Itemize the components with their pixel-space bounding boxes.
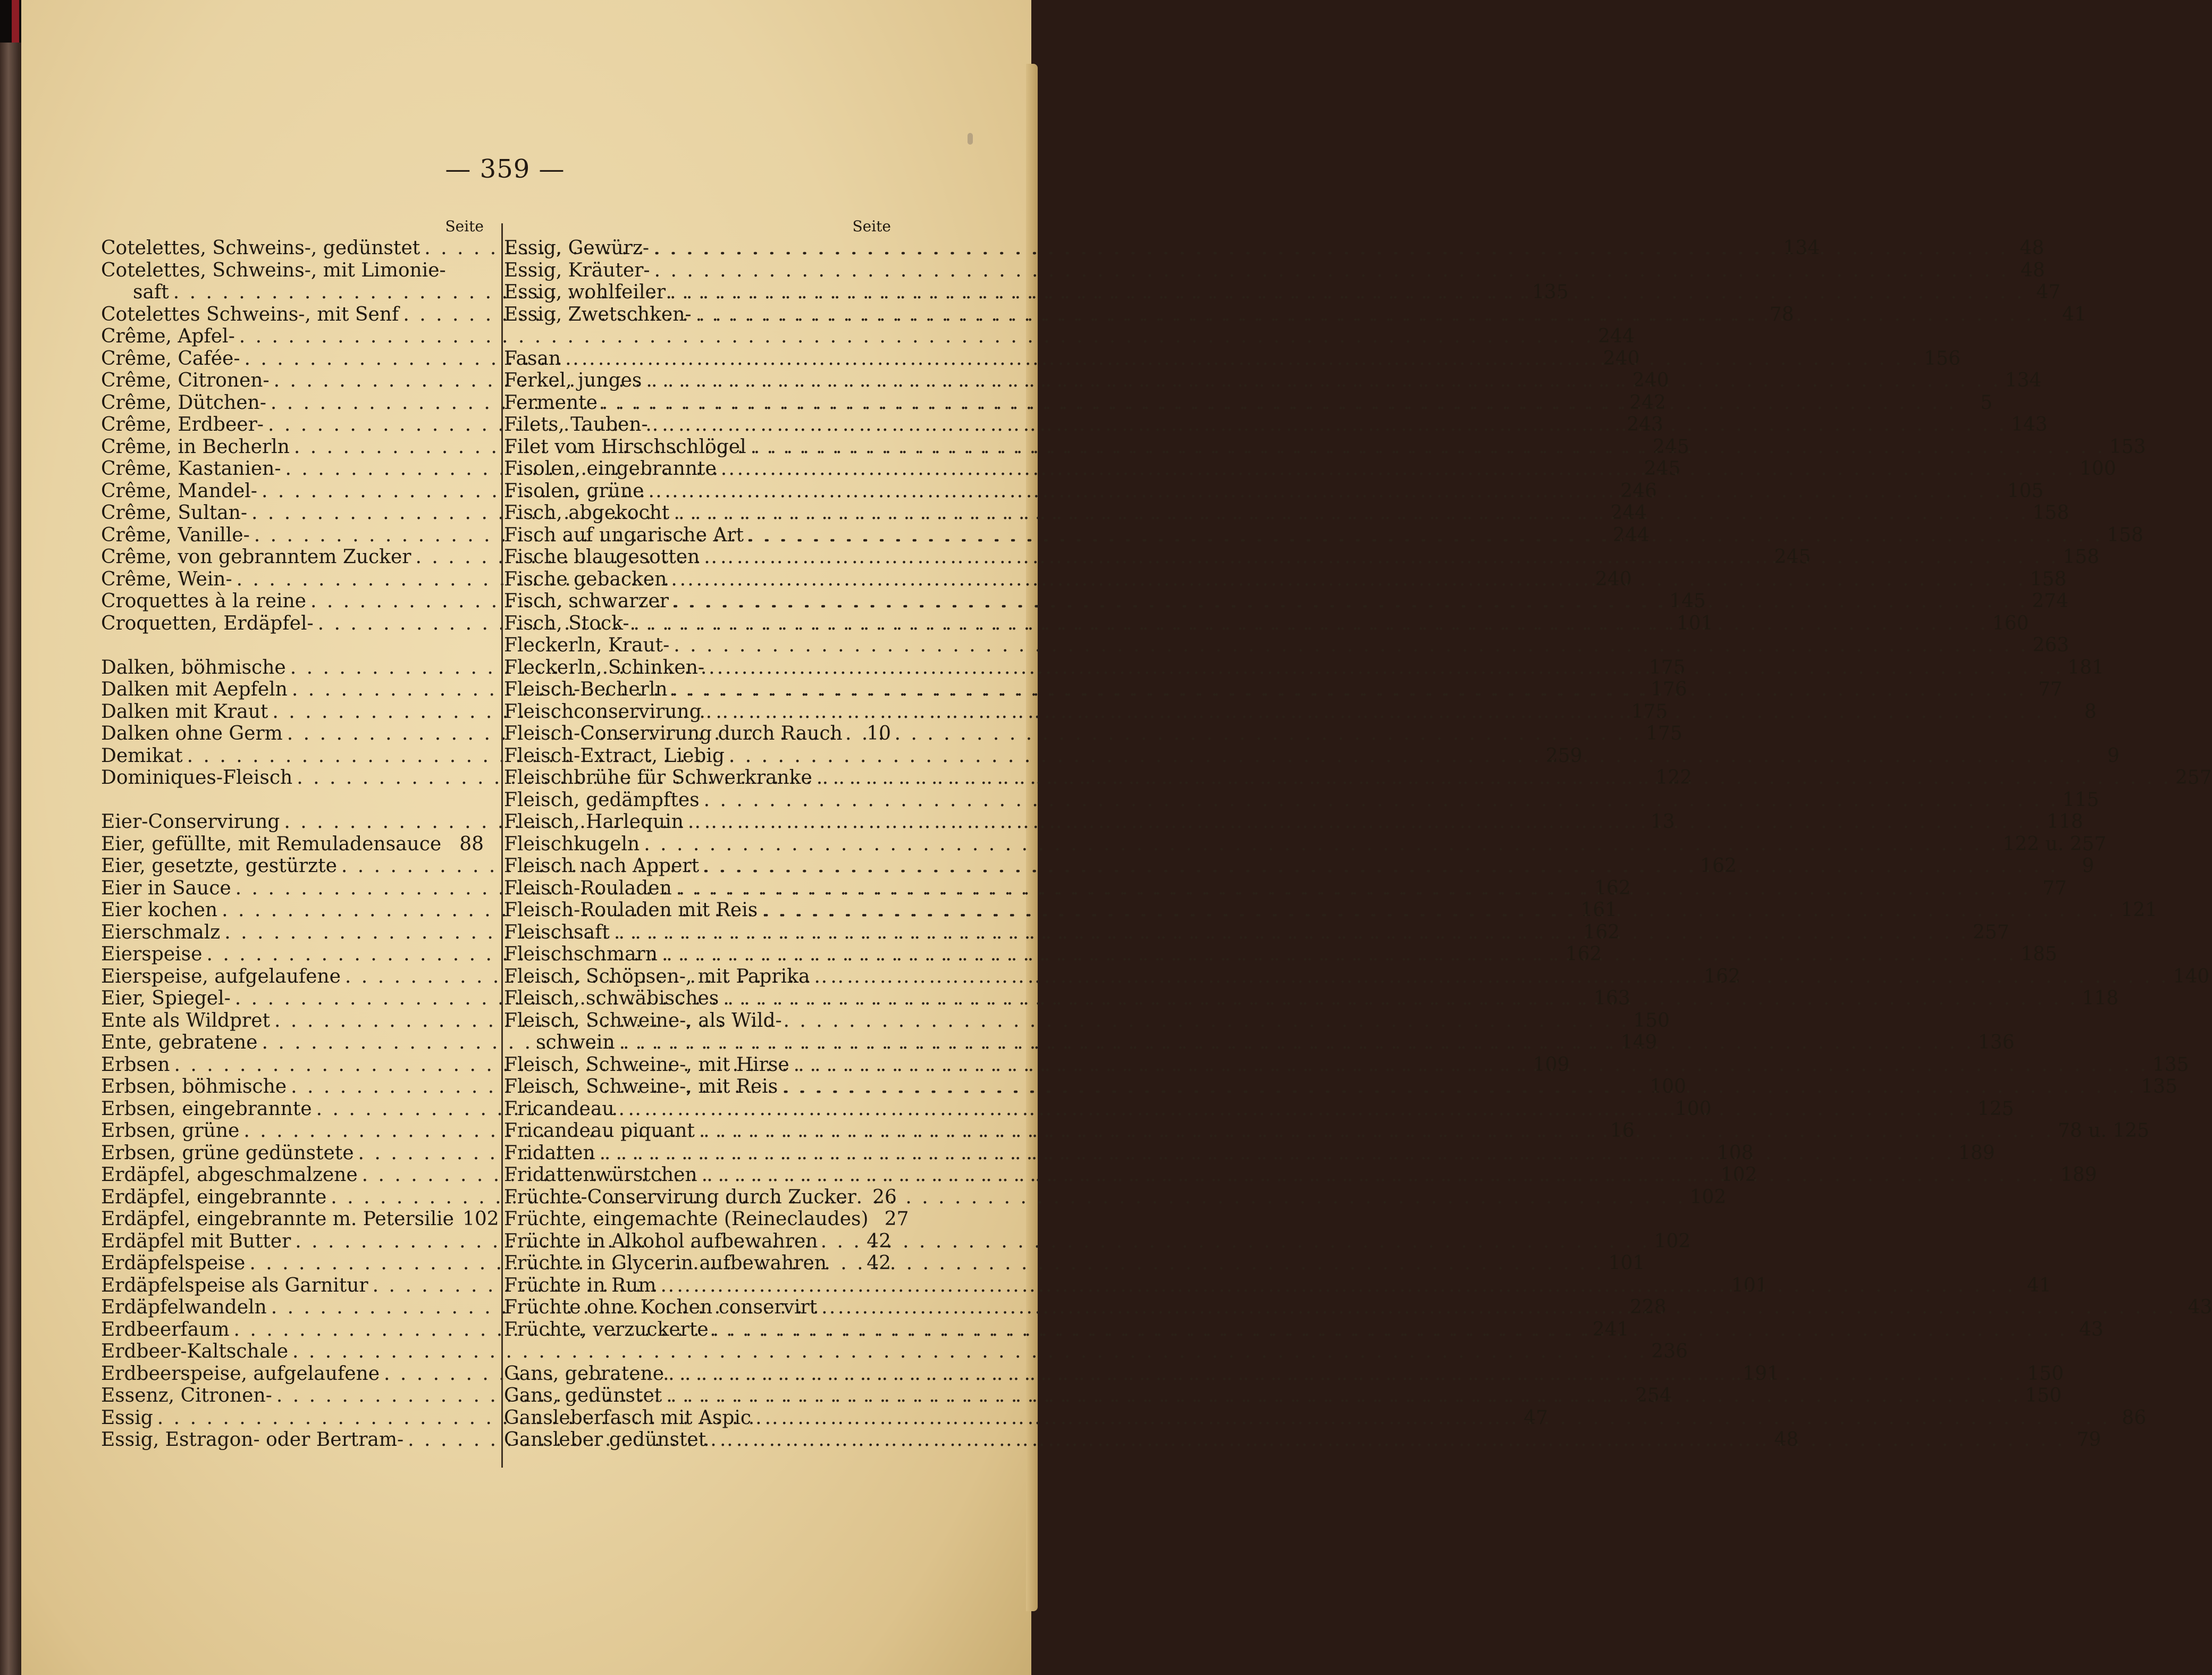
leader-dots xyxy=(758,899,2121,922)
leader-dots xyxy=(817,1296,2180,1319)
entry-label: Fisch, abgekocht xyxy=(504,502,670,524)
entry-label: Gans, gebratene xyxy=(504,1362,665,1385)
leader-dots xyxy=(629,613,1992,635)
leader-dots xyxy=(744,524,2107,547)
entry-page: 5 xyxy=(1980,391,1993,414)
entry-label: Croquettes à la reine xyxy=(101,590,306,612)
leader-dots xyxy=(746,436,2109,458)
leader-dots xyxy=(662,1385,2025,1407)
entry-label: Dominiques-Fleisch xyxy=(101,767,293,789)
entry-label: Dalken ohne Germ xyxy=(101,723,283,744)
entry-label: Früchte in Alkohol aufbewahren xyxy=(504,1230,818,1252)
section-gap xyxy=(504,1341,891,1363)
leader-dots xyxy=(667,568,2030,591)
entry-page: 78 u. 125 xyxy=(2058,1120,2150,1142)
book-binding-edge xyxy=(0,0,21,1675)
column-divider xyxy=(501,223,503,1468)
entry-label: Erdbeerfaum xyxy=(101,1318,230,1341)
entry-label: Filet vom Hirschschlögel xyxy=(504,436,746,458)
leader-dots xyxy=(668,679,2031,701)
entry-page: 101 xyxy=(1676,612,1713,634)
entry-page: 77 xyxy=(2038,679,2063,700)
entry-page: 43 xyxy=(2079,1318,2104,1341)
entry-page: 26 xyxy=(872,1186,897,1208)
entry-page: 86 xyxy=(2122,1406,2147,1429)
leader-dots xyxy=(615,1098,1978,1120)
entry-page: 8 xyxy=(2084,700,2097,723)
entry-label: Crême, Kastanien- xyxy=(101,458,281,480)
entry-page: 228 xyxy=(1629,1296,1667,1318)
entry-page: 163 xyxy=(1593,987,1630,1009)
entry-page: 244 xyxy=(1612,524,1650,546)
entry-label: Erdbeerspeise, aufgelaufene xyxy=(101,1362,380,1385)
leader-dots xyxy=(669,502,2032,524)
index-entry xyxy=(504,1010,891,1032)
entry-label: Cotelettes, Schweins-, mit Limonie- xyxy=(101,259,446,281)
leader-dots xyxy=(700,789,2063,811)
entry-page: 48 xyxy=(2020,237,2045,259)
entry-page: 156 xyxy=(1924,347,1961,370)
entry-label: Ente als Wildpret xyxy=(101,1009,271,1032)
leader-dots xyxy=(789,1054,2152,1076)
entry-page: 162 xyxy=(1594,877,1631,899)
entry-page: 257 xyxy=(2175,767,2212,789)
entry-label: Erdäpfelspeise xyxy=(101,1252,246,1274)
leader-dots xyxy=(699,855,2062,877)
entry-page: 175 xyxy=(1631,700,1668,723)
entry-page: 27 xyxy=(884,1208,909,1230)
entry-label: Croquetten, Erdäpfel- xyxy=(101,612,314,634)
entry-label: Crême, Vanille- xyxy=(101,524,250,546)
entry-page: 16 xyxy=(1610,1120,1635,1142)
entry-label: Fleisch-Conservirung durch Rauch xyxy=(504,723,843,744)
entry-page: 189 xyxy=(2060,1164,2097,1186)
index-entry xyxy=(101,833,484,856)
entry-label: Dalken, böhmische xyxy=(101,656,286,679)
entry-label: Fleisch-Rouladen xyxy=(504,877,672,899)
entry-page: 150 xyxy=(1633,1009,1670,1032)
entry-page: 185 xyxy=(2021,943,2057,965)
entry-label: Eier kochen xyxy=(101,899,218,921)
leader-dots xyxy=(669,590,2032,613)
entry-page: 108 xyxy=(1717,1142,1754,1164)
leader-dots xyxy=(245,1252,1608,1275)
entry-label: Fricandeau xyxy=(504,1098,615,1120)
leader-dots xyxy=(664,1363,2027,1385)
entry-page: 42 xyxy=(867,1230,891,1252)
entry-page: 175 xyxy=(1649,656,1686,679)
entry-label: Fleckerln, Schinken- xyxy=(504,656,705,679)
entry-label: Eierschmalz xyxy=(101,921,221,943)
index-entry xyxy=(101,1208,499,1230)
entry-label: Ferkel, junges xyxy=(504,370,642,391)
page-stain xyxy=(968,133,973,145)
leader-dots xyxy=(751,1407,2114,1429)
entry-label: Fleischsaft xyxy=(504,921,610,943)
entry-label: Crême, von gebranntem Zucker xyxy=(101,546,411,568)
entry-label: Erbsen, eingebrannte xyxy=(101,1098,312,1120)
index-entry xyxy=(101,1341,1688,1363)
entry-page: 47 xyxy=(2036,281,2061,303)
entry-page: 100 xyxy=(1675,1098,1712,1120)
section-gap xyxy=(101,789,484,811)
entry-label: Fleisch nach Appert xyxy=(504,855,700,877)
entry-page: 162 xyxy=(1583,921,1620,943)
entry-label: Filets, Tauben- xyxy=(504,414,648,436)
entry-page: 158 xyxy=(2032,502,2070,524)
entry-page: 135 xyxy=(1532,281,1569,303)
entry-label: Crême, Erdbeer- xyxy=(101,414,264,436)
entry-label: Früchte ohne Kochen conservirt xyxy=(504,1296,818,1318)
entry-label: Crême, Dütchen- xyxy=(101,391,266,414)
entry-page: 135 xyxy=(2141,1076,2178,1098)
leader-dots xyxy=(697,1164,2060,1186)
entry-page: 240 xyxy=(1632,370,1669,391)
entry-label: Fleisch-Rouladen mit Reis xyxy=(504,899,758,921)
leader-dots xyxy=(235,325,1598,348)
entry-label: saft xyxy=(133,281,169,303)
leader-dots xyxy=(642,370,2005,392)
entry-page: 240 xyxy=(1603,347,1640,370)
leader-dots xyxy=(650,259,2013,282)
leader-dots xyxy=(648,414,2011,436)
entry-label: Erdbeer-Kaltschale xyxy=(101,1341,289,1362)
entry-label: Essenz, Citronen- xyxy=(101,1385,272,1406)
entry-page: 109 xyxy=(1533,1053,1570,1076)
index-entry xyxy=(504,723,891,745)
entry-label: Erdäpfelwandeln xyxy=(101,1296,267,1318)
entry-label: Fleisch, Harlequin xyxy=(504,811,684,833)
book-page xyxy=(21,0,2212,1675)
leader-dots xyxy=(595,1142,1958,1165)
entry-label: Gansleberfasch mit Aspic xyxy=(504,1406,752,1429)
entry-page: 9 xyxy=(2082,855,2095,877)
entry-label: Ente, gebratene xyxy=(101,1032,258,1053)
entry-label: Fleisch-Extract, Liebig xyxy=(504,744,725,767)
entry-page: 101 xyxy=(1608,1252,1645,1274)
entry-page: 41 xyxy=(2062,303,2087,325)
entry-page: 122 xyxy=(1655,767,1693,789)
entry-page: 191 xyxy=(1743,1362,1779,1385)
entry-label: Fische blaugesotten xyxy=(504,546,700,568)
entry-page: 42 xyxy=(867,1252,891,1274)
entry-label: Crême, Mandel- xyxy=(101,480,257,502)
leader-dots xyxy=(725,745,2088,767)
entry-page: 181 xyxy=(2067,656,2104,679)
entry-label: Erbsen, böhmische xyxy=(101,1076,287,1098)
entry-page: 48 xyxy=(2020,259,2045,281)
entry-label: Fisolen, grüne xyxy=(504,480,644,502)
entry-page: 125 xyxy=(1977,1098,2014,1120)
entry-page: 9 xyxy=(2107,744,2120,767)
leader-dots xyxy=(598,392,1961,414)
leader-dots xyxy=(291,1230,1654,1253)
entry-page: 48 xyxy=(1774,1429,1799,1451)
entry-label: Fricandeau piquant xyxy=(504,1120,695,1142)
entry-label: Cotelettes Schweins-, mit Senf xyxy=(101,303,399,325)
entry-label: Früchte, eingemachte (Reineclaudes) xyxy=(504,1208,869,1230)
entry-label: Fridattenwürstchen xyxy=(504,1164,697,1186)
entry-page: 13 xyxy=(1650,811,1675,833)
entry-page: 102 xyxy=(1654,1230,1691,1252)
entry-label: Eierspeise, aufgelaufene xyxy=(101,965,341,987)
entry-label: Früchte-Conservirung durch Zucker xyxy=(504,1186,856,1208)
entry-label: Früchte in Rum xyxy=(504,1274,657,1296)
entry-label: Fleischkugeln xyxy=(504,833,640,855)
entry-label: Erbsen xyxy=(101,1053,170,1076)
entry-label: Fleisch, gedämpftes xyxy=(504,789,700,811)
entry-label: Fermente xyxy=(504,391,598,414)
index-entry xyxy=(504,1208,909,1230)
entry-page: 143 xyxy=(2011,414,2048,436)
entry-page: 246 xyxy=(1620,480,1657,502)
entry-page: 121 xyxy=(2121,899,2158,921)
leader-dots xyxy=(810,966,2173,988)
leader-dots xyxy=(717,458,2080,480)
entry-page: 175 xyxy=(1645,723,1683,744)
entry-label: Eier-Conservirung xyxy=(101,811,280,833)
entry-page: 150 xyxy=(2027,1362,2064,1385)
leader-dots xyxy=(704,657,2067,679)
entry-label: Fleisch, Schweine-, mit Reis xyxy=(504,1076,778,1098)
entry-page: 134 xyxy=(1783,237,1820,259)
entry-page: 244 xyxy=(1610,502,1647,524)
entry-page: 47 xyxy=(1524,1406,1548,1429)
entry-label: Früchte, verzuckerte xyxy=(504,1318,709,1341)
entry-label: Dalken mit Kraut xyxy=(101,700,268,723)
entry-label: Essig xyxy=(101,1406,153,1429)
entry-label: Früchte in Glycerin aufbewahren xyxy=(504,1252,827,1274)
entry-label: Crême, in Becherln xyxy=(101,436,290,458)
leader-dots xyxy=(692,304,2055,326)
entry-page: 257 xyxy=(1973,921,2009,943)
entry-label: Erdäpfelspeise als Garnitur xyxy=(101,1274,368,1296)
entry-page: 149 xyxy=(1620,1032,1658,1053)
entry-page: 10 xyxy=(867,723,891,744)
entry-page: 77 xyxy=(2042,877,2067,899)
leader-dots xyxy=(610,922,1973,944)
index-entry xyxy=(101,259,484,282)
entry-page: 240 xyxy=(1595,568,1632,590)
leader-dots xyxy=(615,1032,1978,1054)
entry-label: Fleisch, Schweine-, mit Hirse xyxy=(504,1053,789,1076)
entry-label: Crême, Apfel- xyxy=(101,325,235,347)
leader-dots xyxy=(640,833,2003,856)
leader-dots xyxy=(695,1120,2058,1142)
leader-dots xyxy=(719,987,2082,1010)
entry-page: 241 xyxy=(1592,1318,1629,1341)
entry-page: 162 xyxy=(1565,943,1602,965)
entry-page: 176 xyxy=(1650,679,1687,700)
index-entry xyxy=(504,1186,897,1209)
entry-page: 136 xyxy=(1978,1032,2015,1053)
entry-label: Fleisch, Schöpsen-, mit Paprika xyxy=(504,965,810,987)
entry-label: Erbsen, grüne xyxy=(101,1120,240,1142)
entry-label: Fisolen, eingebrannte xyxy=(504,458,717,480)
leader-dots xyxy=(657,1275,2020,1297)
leader-dots xyxy=(684,811,2047,833)
entry-page: 150 xyxy=(2025,1385,2062,1406)
leader-dots xyxy=(658,943,2021,966)
entry-label: Erdäpfel, eingebrannte xyxy=(101,1186,327,1208)
entry-label: Erbsen, grüne gedünstete xyxy=(101,1142,354,1164)
entry-page: 140 xyxy=(2173,965,2210,987)
entry-label: Eier, gesetzte, gestürzte xyxy=(101,855,337,877)
entry-page: 102 xyxy=(1720,1164,1757,1186)
section-gap xyxy=(101,634,484,657)
entry-label: Fleischconservirung xyxy=(504,700,702,723)
index-entry xyxy=(504,833,2107,856)
seite-header-left: Seite xyxy=(445,217,484,235)
entry-page: 122 u. 257 xyxy=(2003,833,2107,855)
leader-dots xyxy=(270,1010,1633,1032)
entry-label: Essig, Zwetschken- xyxy=(504,303,692,325)
index-entry xyxy=(504,634,2070,657)
entry-label: Eierspeise xyxy=(101,943,203,965)
leader-dots xyxy=(778,1076,2141,1098)
entry-label: Gans, gedünstet xyxy=(504,1385,662,1406)
entry-label: Fleisch-Becherln xyxy=(504,679,668,700)
entry-page: 153 xyxy=(2109,436,2146,458)
entry-page: 160 xyxy=(1992,612,2029,634)
entry-label: Fleischschmarn xyxy=(504,943,658,965)
entry-page: 145 xyxy=(1669,590,1706,612)
entry-page: 101 xyxy=(1731,1274,1768,1296)
entry-page: 158 xyxy=(2107,524,2143,546)
entry-page: 100 xyxy=(2079,458,2116,480)
entry-label: Fisch auf ungarische Art xyxy=(504,524,744,546)
leader-dots xyxy=(669,634,2032,657)
leader-dots xyxy=(709,1319,2072,1341)
entry-label: Erdäpfel, abgeschmalzene xyxy=(101,1164,358,1186)
entry-page: 245 xyxy=(1774,546,1811,568)
entry-label: Erdäpfel, eingebrannte m. Petersilie xyxy=(101,1208,454,1230)
entry-label: Crême, Citronen- xyxy=(101,370,270,391)
entry-page: 162 xyxy=(1704,965,1740,987)
entry-page: 100 xyxy=(1650,1076,1686,1098)
entry-page: 79 xyxy=(2076,1429,2101,1451)
entry-page: 158 xyxy=(2030,568,2067,590)
entry-label: schwein xyxy=(536,1032,615,1053)
entry-page: 162 xyxy=(1700,855,1737,877)
leader-dots xyxy=(283,723,1646,745)
entry-page: 254 xyxy=(1635,1385,1672,1406)
index-entry xyxy=(504,259,2045,282)
entry-page: 242 xyxy=(1629,391,1666,414)
entry-label: Fasan xyxy=(504,347,561,370)
entry-page: 135 xyxy=(2152,1053,2189,1076)
entry-page: 158 xyxy=(2063,546,2100,568)
index-entry xyxy=(504,789,2099,811)
entry-label: Cotelettes, Schweins-, gedünstet xyxy=(101,237,420,259)
index-entry xyxy=(504,1230,891,1253)
leader-dots xyxy=(812,767,2175,789)
entry-label: Fleisch, Schweine-, als Wild- xyxy=(504,1009,782,1032)
entry-label: Eier, gefüllte, mit Remuladensauce xyxy=(101,833,442,855)
entry-label: Essig, Gewürz- xyxy=(504,237,650,259)
entry-label: Fleisch, schwäbisches xyxy=(504,987,719,1009)
entry-label: Fridatten xyxy=(504,1142,595,1164)
entry-page: 245 xyxy=(1653,436,1689,458)
entry-page: 102 xyxy=(1689,1186,1727,1208)
index-entry xyxy=(101,325,1635,348)
index-entry xyxy=(504,1252,891,1275)
entry-label: Demikat xyxy=(101,744,183,767)
leader-dots xyxy=(702,701,2065,723)
entry-label: Fleckerln, Kraut- xyxy=(504,634,670,656)
leader-dots xyxy=(561,348,1924,370)
entry-page: 243 xyxy=(1627,414,1663,436)
entry-page: 105 xyxy=(2007,480,2044,502)
entry-label: Fisch, schwarzer xyxy=(504,590,669,612)
entry-page: 189 xyxy=(1958,1142,1995,1164)
entry-label: Crême, Sultan- xyxy=(101,502,248,524)
entry-label: Eier in Sauce xyxy=(101,877,231,899)
leader-dots xyxy=(700,546,2063,568)
leader-dots xyxy=(666,281,2029,304)
red-bookmark-ribbon xyxy=(12,0,19,43)
leader-dots xyxy=(706,1429,2069,1451)
entry-label: Eier, Spiegel- xyxy=(101,987,231,1009)
entry-label: Erdäpfel mit Butter xyxy=(101,1230,291,1252)
page-number: — 359 — xyxy=(445,154,565,184)
entry-page: 161 xyxy=(1580,899,1617,921)
entry-page: 244 xyxy=(1597,325,1635,347)
entry-page: 259 xyxy=(1545,744,1583,767)
entry-label: Essig, Kräuter- xyxy=(504,259,650,281)
entry-page: 118 xyxy=(2082,987,2119,1009)
leader-dots xyxy=(644,480,2007,502)
entry-label: Crême, Cafée- xyxy=(101,347,240,370)
entry-label: Crême, Wein- xyxy=(101,568,232,590)
entry-label: Dalken mit Aepfeln xyxy=(101,679,288,700)
entry-page: 43 xyxy=(2188,1296,2212,1318)
entry-page: 41 xyxy=(2026,1274,2051,1296)
entry-page: 88 xyxy=(459,833,484,855)
entry-label: Essig, wohlfeiler xyxy=(504,281,666,303)
entry-page: 118 xyxy=(2047,811,2083,833)
entry-label: Essig, Estragon- oder Bertram- xyxy=(101,1429,404,1451)
seite-header-right: Seite xyxy=(852,217,891,235)
entry-page: 102 xyxy=(462,1208,499,1230)
section-gap xyxy=(504,325,891,348)
entry-label: Gansleber gedünstet xyxy=(504,1429,707,1451)
entry-page: 274 xyxy=(2032,590,2068,612)
entry-page: 134 xyxy=(2005,370,2042,391)
entry-page: 245 xyxy=(1644,458,1681,480)
entry-page: 263 xyxy=(2032,634,2070,656)
entry-page: 115 xyxy=(2062,789,2099,811)
entry-label: Fleischbrühe für Schwerkranke xyxy=(504,767,812,789)
entry-label: Fisch, Stock- xyxy=(504,612,629,634)
leader-dots xyxy=(649,237,2012,259)
entry-page: 78 xyxy=(1769,303,1794,325)
entry-page: 236 xyxy=(1651,1341,1688,1362)
leader-dots xyxy=(672,877,2035,900)
leader-dots xyxy=(288,1341,1651,1363)
entry-label: Fische gebacken xyxy=(504,568,667,590)
